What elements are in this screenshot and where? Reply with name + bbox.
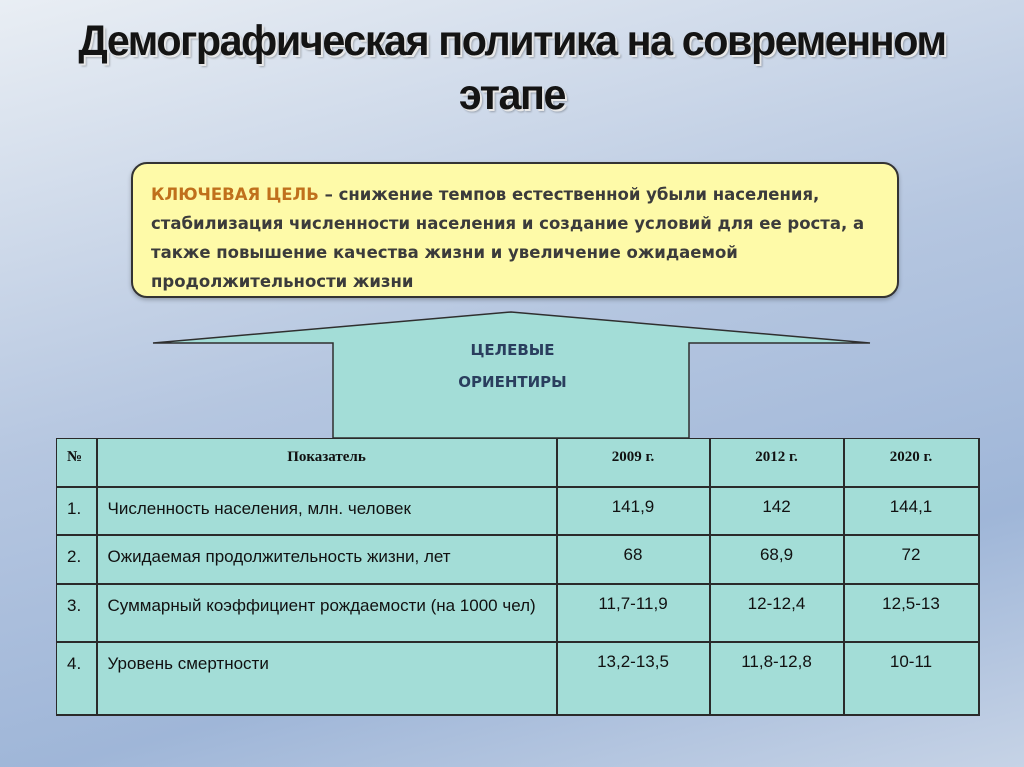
row-value-2020: 72: [844, 535, 979, 584]
header-number: №: [57, 439, 97, 487]
page-title-line2: этапе: [458, 71, 566, 119]
row-value-2020: 144,1: [844, 487, 979, 535]
target-arrow-line1: ЦЕЛЕВЫЕ: [470, 341, 555, 359]
table-row: [57, 535, 979, 584]
row-value-2012: 12-12,4: [710, 584, 844, 642]
row-value-2009: 13,2-13,5: [557, 642, 710, 715]
row-value-2012: 11,8-12,8: [710, 642, 844, 715]
indicators-table: [56, 438, 980, 716]
target-arrow-label: [335, 334, 690, 398]
key-goal-dash: –: [318, 185, 339, 204]
row-indicator: Ожидаемая продолжительность жизни, лет: [97, 535, 557, 584]
row-indicator: Уровень смертности: [97, 642, 557, 715]
row-value-2020: 10-11: [844, 642, 979, 715]
header-2009: 2009 г.: [557, 439, 710, 487]
page-title-line1: Демографическая политика на современном: [78, 17, 946, 65]
table-row: [57, 642, 979, 715]
row-number: 1.: [57, 487, 97, 535]
row-number: 4.: [57, 642, 97, 715]
row-value-2009: 11,7-11,9: [557, 584, 710, 642]
row-number: 2.: [57, 535, 97, 584]
header-2020: 2020 г.: [844, 439, 979, 487]
row-value-2009: 68: [557, 535, 710, 584]
header-2012: 2012 г.: [710, 439, 844, 487]
page-title: [20, 14, 1003, 122]
row-value-2012: 142: [710, 487, 844, 535]
table-row: [57, 487, 979, 535]
row-value-2020: 12,5-13: [844, 584, 979, 642]
key-goal-text: снижение темпов естественной убыли населения, стабилизация численности населения и создание условий для ее роста, а также повышение качества жизни и увеличение ожидаемой продолжительности жизни: [151, 185, 865, 291]
row-value-2012: 68,9: [710, 535, 844, 584]
row-value-2009: 141,9: [557, 487, 710, 535]
row-indicator: Суммарный коэффициент рождаемости (на 1000 чел): [97, 584, 557, 642]
table-header-row: [57, 439, 979, 487]
target-arrow-line2: ОРИЕНТИРЫ: [458, 373, 567, 391]
row-number: 3.: [57, 584, 97, 642]
key-goal-box: [131, 162, 899, 298]
row-indicator: Численность населения, млн. человек: [97, 487, 557, 535]
table-row: [57, 584, 979, 642]
header-indicator: Показатель: [97, 439, 557, 487]
key-goal-label: КЛЮЧЕВАЯ ЦЕЛЬ: [151, 185, 319, 204]
